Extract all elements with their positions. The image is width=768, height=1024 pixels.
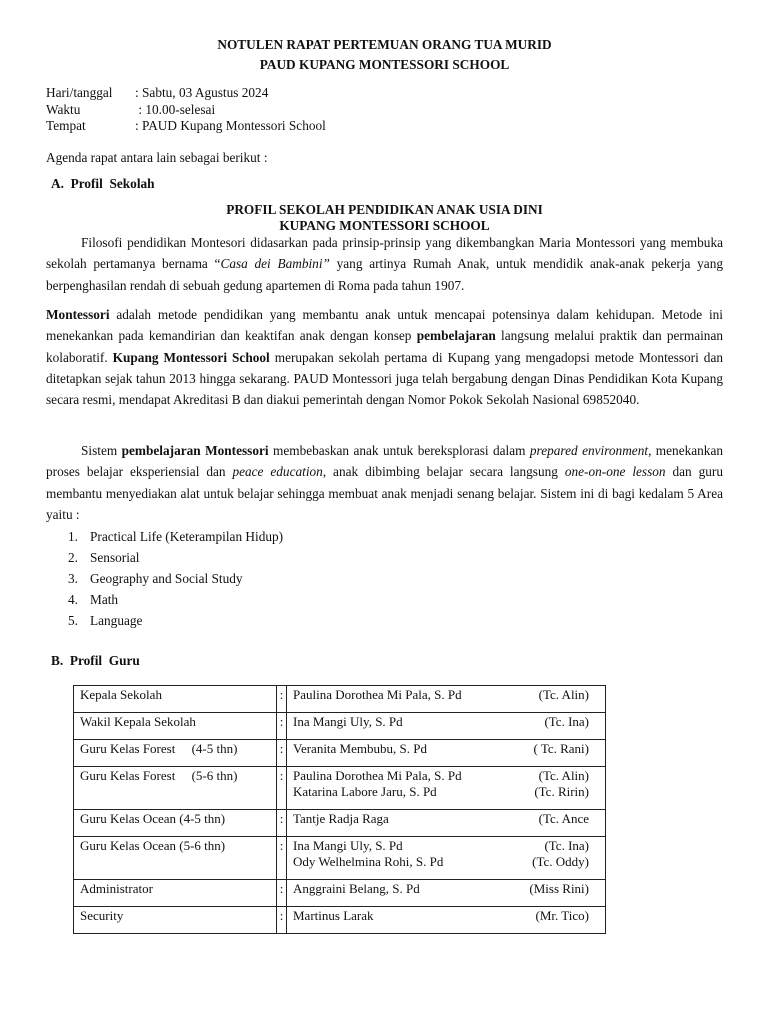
staff-name: Martinus Larak xyxy=(293,908,374,923)
paragraph-montessori xyxy=(46,304,723,410)
paragraph-philosophy xyxy=(46,232,723,296)
meeting-info-label: Waktu xyxy=(46,101,81,117)
staff-name: Veranita Membubu, S. Pd xyxy=(293,741,427,756)
agenda-intro: Agenda rapat antara lain sebagai berikut : xyxy=(46,150,268,165)
meeting-info-row xyxy=(46,118,326,135)
staff-role: Guru Kelas Ocean (5-6 thn) xyxy=(74,837,277,880)
staff-people xyxy=(287,740,606,767)
paragraph-learning-system xyxy=(46,440,723,525)
list-number: 5. xyxy=(68,613,78,628)
staff-role: Guru Kelas Forest (4-5 thn) xyxy=(74,740,277,767)
table-row xyxy=(74,880,606,907)
meeting-info-value: : PAUD Kupang Montessori School xyxy=(135,118,326,133)
section-b-heading: B. Profil Guru xyxy=(51,653,140,668)
staff-name: Paulina Dorothea Mi Pala, S. Pd xyxy=(293,687,462,702)
staff-nickname: (Tc. Alin) xyxy=(538,768,589,783)
staff-people xyxy=(287,686,606,713)
list-number: 2. xyxy=(68,550,78,565)
meeting-info-label: Hari/tanggal xyxy=(46,85,113,100)
table-row xyxy=(74,837,606,880)
meeting-info-row xyxy=(46,102,326,119)
staff-colon: : xyxy=(277,767,287,810)
list-label: Math xyxy=(90,592,119,607)
list-label: Geography and Social Study xyxy=(90,571,243,586)
table-row xyxy=(74,713,606,740)
text-run-italic: peace education xyxy=(232,464,323,480)
staff-person xyxy=(293,714,599,730)
staff-person xyxy=(293,741,599,757)
list-label: Practical Life (Keterampilan Hidup) xyxy=(90,529,284,544)
staff-role: Kepala Sekolah xyxy=(74,686,277,713)
meeting-info-label: Tempat xyxy=(46,118,86,133)
staff-colon: : xyxy=(277,837,287,880)
text-run-bold: Montessori xyxy=(46,307,110,322)
table-row xyxy=(74,686,606,713)
staff-people xyxy=(287,907,606,934)
staff-nickname: (Mr. Tico) xyxy=(535,908,589,923)
staff-nickname: (Tc. Ance xyxy=(538,811,589,826)
staff-name: Tantje Radja Raga xyxy=(293,811,389,826)
staff-colon: : xyxy=(277,740,287,767)
section-a-heading: A. Profil Sekolah xyxy=(51,176,155,191)
staff-person xyxy=(293,811,599,827)
staff-role: Guru Kelas Forest (5-6 thn) xyxy=(74,767,277,810)
staff-people xyxy=(287,837,606,880)
text-run-bold: Kupang Montessori School xyxy=(112,349,270,365)
meeting-info-value: : Sabtu, 03 Agustus 2024 xyxy=(135,85,269,100)
list-item xyxy=(68,547,283,568)
staff-colon: : xyxy=(277,907,287,934)
text-run: adalah metode pendidikan yang membantu anak untuk mencapai potensinya dalam kehidupan. Metode ini menekankan pada kemandirian dan keaktifan anak dengan konsep xyxy=(46,307,723,344)
staff-role: Security xyxy=(74,907,277,934)
document-title: NOTULEN RAPAT PERTEMUAN ORANG TUA MURID xyxy=(217,37,552,52)
staff-name: Ina Mangi Uly, S. Pd xyxy=(293,714,403,729)
text-run: , menekankan proses belajar eksperiensial dan xyxy=(46,443,723,480)
staff-role: Administrator xyxy=(74,880,277,907)
list-label: Sensorial xyxy=(90,550,140,565)
table-row xyxy=(74,907,606,934)
staff-name: Ody Welhelmina Rohi, S. Pd xyxy=(293,853,444,869)
staff-name: Ina Mangi Uly, S. Pd xyxy=(293,838,403,853)
profile-title-line-1: PROFIL SEKOLAH PENDIDIKAN ANAK USIA DINI xyxy=(226,202,543,217)
staff-person xyxy=(293,687,599,703)
staff-nickname: (Tc. Ina) xyxy=(544,714,589,729)
staff-name: Katarina Labore Jaru, S. Pd xyxy=(293,783,437,799)
staff-people xyxy=(287,880,606,907)
text-run: , anak dibimbing belajar secara langsung xyxy=(322,464,565,480)
staff-people xyxy=(287,810,606,837)
text-run: Filosofi pendidikan Montesori didasarkan pada prinsip-prinsip yang dikembangkan Maria Montessori yang membuka sekolah pertamanya bernama “ xyxy=(46,235,723,272)
staff-table xyxy=(73,685,606,934)
table-row xyxy=(74,767,606,810)
text-run-bold: pembelajaran Montessori xyxy=(121,443,269,458)
staff-people xyxy=(287,713,606,740)
list-item xyxy=(68,610,283,631)
staff-nickname: (Miss Rini) xyxy=(529,881,589,896)
text-run-italic: prepared environment xyxy=(529,443,649,458)
staff-colon: : xyxy=(277,713,287,740)
list-number: 4. xyxy=(68,592,78,607)
list-item xyxy=(68,589,283,610)
table-row xyxy=(74,810,606,837)
staff-colon: : xyxy=(277,880,287,907)
meeting-info-value: : 10.00-selesai xyxy=(135,101,216,117)
profile-title-line-2: KUPANG MONTESSORI SCHOOL xyxy=(279,218,490,233)
staff-nickname: (Tc. Alin) xyxy=(538,687,589,702)
staff-person xyxy=(293,908,599,924)
staff-nickname: (Tc. Ina) xyxy=(544,838,589,853)
meeting-info xyxy=(46,85,326,135)
list-item xyxy=(68,526,283,547)
meeting-info-row xyxy=(46,85,326,102)
staff-person xyxy=(293,854,599,870)
staff-name: Paulina Dorothea Mi Pala, S. Pd xyxy=(293,768,462,783)
staff-person xyxy=(293,838,599,854)
staff-person xyxy=(293,881,599,897)
staff-nickname: (Tc. Ririn) xyxy=(534,783,589,799)
staff-role: Wakil Kepala Sekolah xyxy=(74,713,277,740)
text-run-bold: pembelajaran xyxy=(416,328,496,344)
text-run: yang artinya Rumah Anak, untuk mendidik anak-anak pekerja yang berpenghasilan rendah di sebuah gedung apartemen di Roma pada tahun 1907. xyxy=(46,256,723,293)
text-run: Sistem xyxy=(81,443,122,458)
list-number: 1. xyxy=(68,529,78,544)
staff-nickname: (Tc. Oddy) xyxy=(532,853,589,869)
staff-nickname: ( Tc. Rani) xyxy=(533,741,589,756)
staff-colon: : xyxy=(277,810,287,837)
text-run: langsung melalui praktik dan permainan kolaboratif. xyxy=(46,328,723,365)
staff-person xyxy=(293,784,599,800)
list-label: Language xyxy=(90,613,143,628)
staff-people xyxy=(287,767,606,810)
staff-name: Anggraini Belang, S. Pd xyxy=(293,881,420,896)
text-run: dan guru membantu menyediakan alat untuk belajar sehingga membuat anak menjadi senang belajar. Sistem ini di bagi kedalam 5 Area yaitu : xyxy=(46,464,723,522)
list-number: 3. xyxy=(68,571,78,586)
text-run: merupakan sekolah pertama di Kupang yang mengadopsi metode Montessori dan ditetapkan sejak tahun 2013 hingga sekarang. PAUD Montessori juga telah bergabung dengan Dinas Pendidikan Kota Kupang secara resmi, mendapat Akreditasi B dan diakui pemerintah dengan Nomor Pokok Sekolah Nasional 69852040. xyxy=(46,349,723,408)
text-run: membebaskan anak untuk bereksplorasi dalam xyxy=(268,443,530,458)
document-subtitle: PAUD KUPANG MONTESSORI SCHOOL xyxy=(259,57,510,72)
text-run-italic: one-on-one lesson xyxy=(564,464,666,480)
staff-person xyxy=(293,768,599,784)
area-list xyxy=(68,526,283,631)
table-row xyxy=(74,740,606,767)
text-run-italic: Casa dei Bambini” xyxy=(220,256,330,272)
staff-colon: : xyxy=(277,686,287,713)
list-item xyxy=(68,568,283,589)
staff-role: Guru Kelas Ocean (4-5 thn) xyxy=(74,810,277,837)
